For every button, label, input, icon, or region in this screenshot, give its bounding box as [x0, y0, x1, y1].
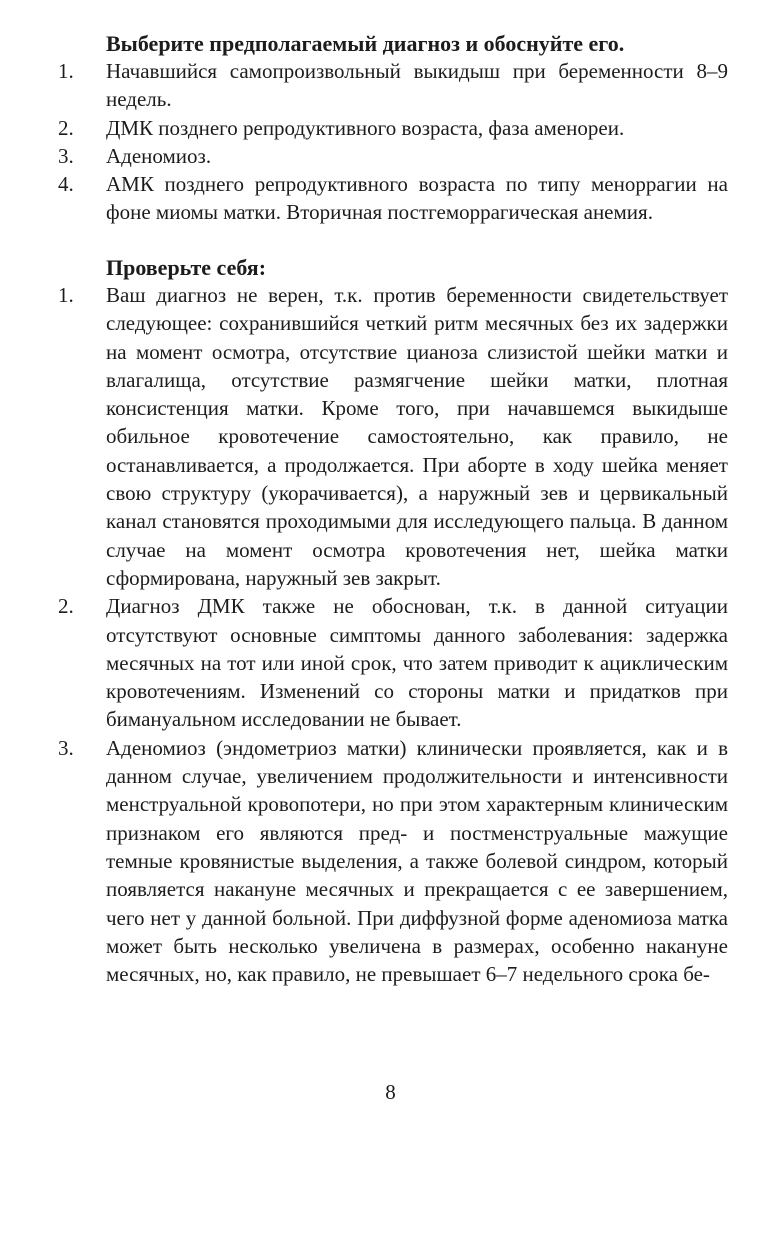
list-item-text: АМК позднего репродуктивного возраста по типу меноррагии на фоне миомы матки. Вторичная постгеморрагическая анемия.: [106, 172, 728, 225]
list-item-text: Ваш диагноз не верен, т.к. против беременности свидетельствует следующее: сохранившийся четкий ритм месячных без их задержки на момент осмотра, отсутствие цианоза слизистой шейки матки и влагалища, отсутствие размягчение шейки матки, плотная консистенция матки. Кроме того, при начавшемся выкидыше обильное кровотечение самостоятельно, как правило, не останавливается, а продолжается. При аборте в ходу шейка меняет свою структуру (укорачивается), а наружный зев и цервикальный канал становятся проходимыми для исследующего пальца. В данном случае на момент осмотра кровотечения нет, шейка матки сформирована, наружный зев закрыт.: [106, 283, 728, 590]
diagnosis-options-list: [58, 57, 728, 227]
self-check-answers: [58, 281, 728, 988]
list-item-number: 3.: [58, 143, 74, 168]
list-item-number: 2.: [58, 115, 74, 140]
list-item-text: Начавшийся самопроизвольный выкидыш при беременности 8–9 недель.: [106, 59, 728, 112]
list-item-text: ДМК позднего репродуктивного возраста, фаза аменореи.: [106, 115, 625, 140]
diagnosis-question-heading: Выберите предполагаемый диагноз и обоснуйте его.: [106, 31, 625, 56]
list-item: [58, 57, 728, 114]
self-check-answers-list: [58, 281, 728, 988]
list-item-number: 1.: [58, 59, 74, 83]
list-item: [58, 281, 728, 592]
list-item-text: Диагноз ДМК также не обоснован, т.к. в данной ситуации отсутствуют основные симптомы данного заболевания: задержка месячных на тот или иной срок, что затем приводит к ациклическим кровотечениям. Изменений со стороны матки и придатков при бимануальном исследовании не бывает.: [106, 594, 728, 732]
self-check-heading: Проверьте себя:: [106, 255, 267, 280]
list-item: [58, 142, 728, 170]
list-item-number: 4.: [58, 172, 74, 197]
page-number: 8: [385, 1080, 396, 1104]
list-item-text: Аденомиоз.: [106, 143, 212, 168]
list-item-number: 2.: [58, 594, 74, 619]
list-item: [58, 170, 728, 227]
list-item: [58, 734, 728, 989]
diagnosis-options: [58, 57, 728, 227]
list-item-number: 1.: [58, 283, 74, 307]
list-item-number: 3.: [58, 735, 74, 760]
list-item: [58, 114, 728, 142]
list-item-text: Аденомиоз (эндометриоз матки) клинически проявляется, как и в данном случае, увеличением продолжительности и интенсивности менструальной кровопотери, но при этом характерным клиническим признаком его являются пред- и постменструальные мажущие темные кровянистые выделения, а также болевой синдром, который появляется накануне месячных и прекращается с ее завершением, чего нет у данной больной. При диффузной форме аденомиоза матка может быть несколько увеличена в размерах, особенно накануне месячных, но, как правило, не превышает 6–7 недельного срока бе-: [106, 735, 728, 987]
list-item: [58, 592, 728, 733]
